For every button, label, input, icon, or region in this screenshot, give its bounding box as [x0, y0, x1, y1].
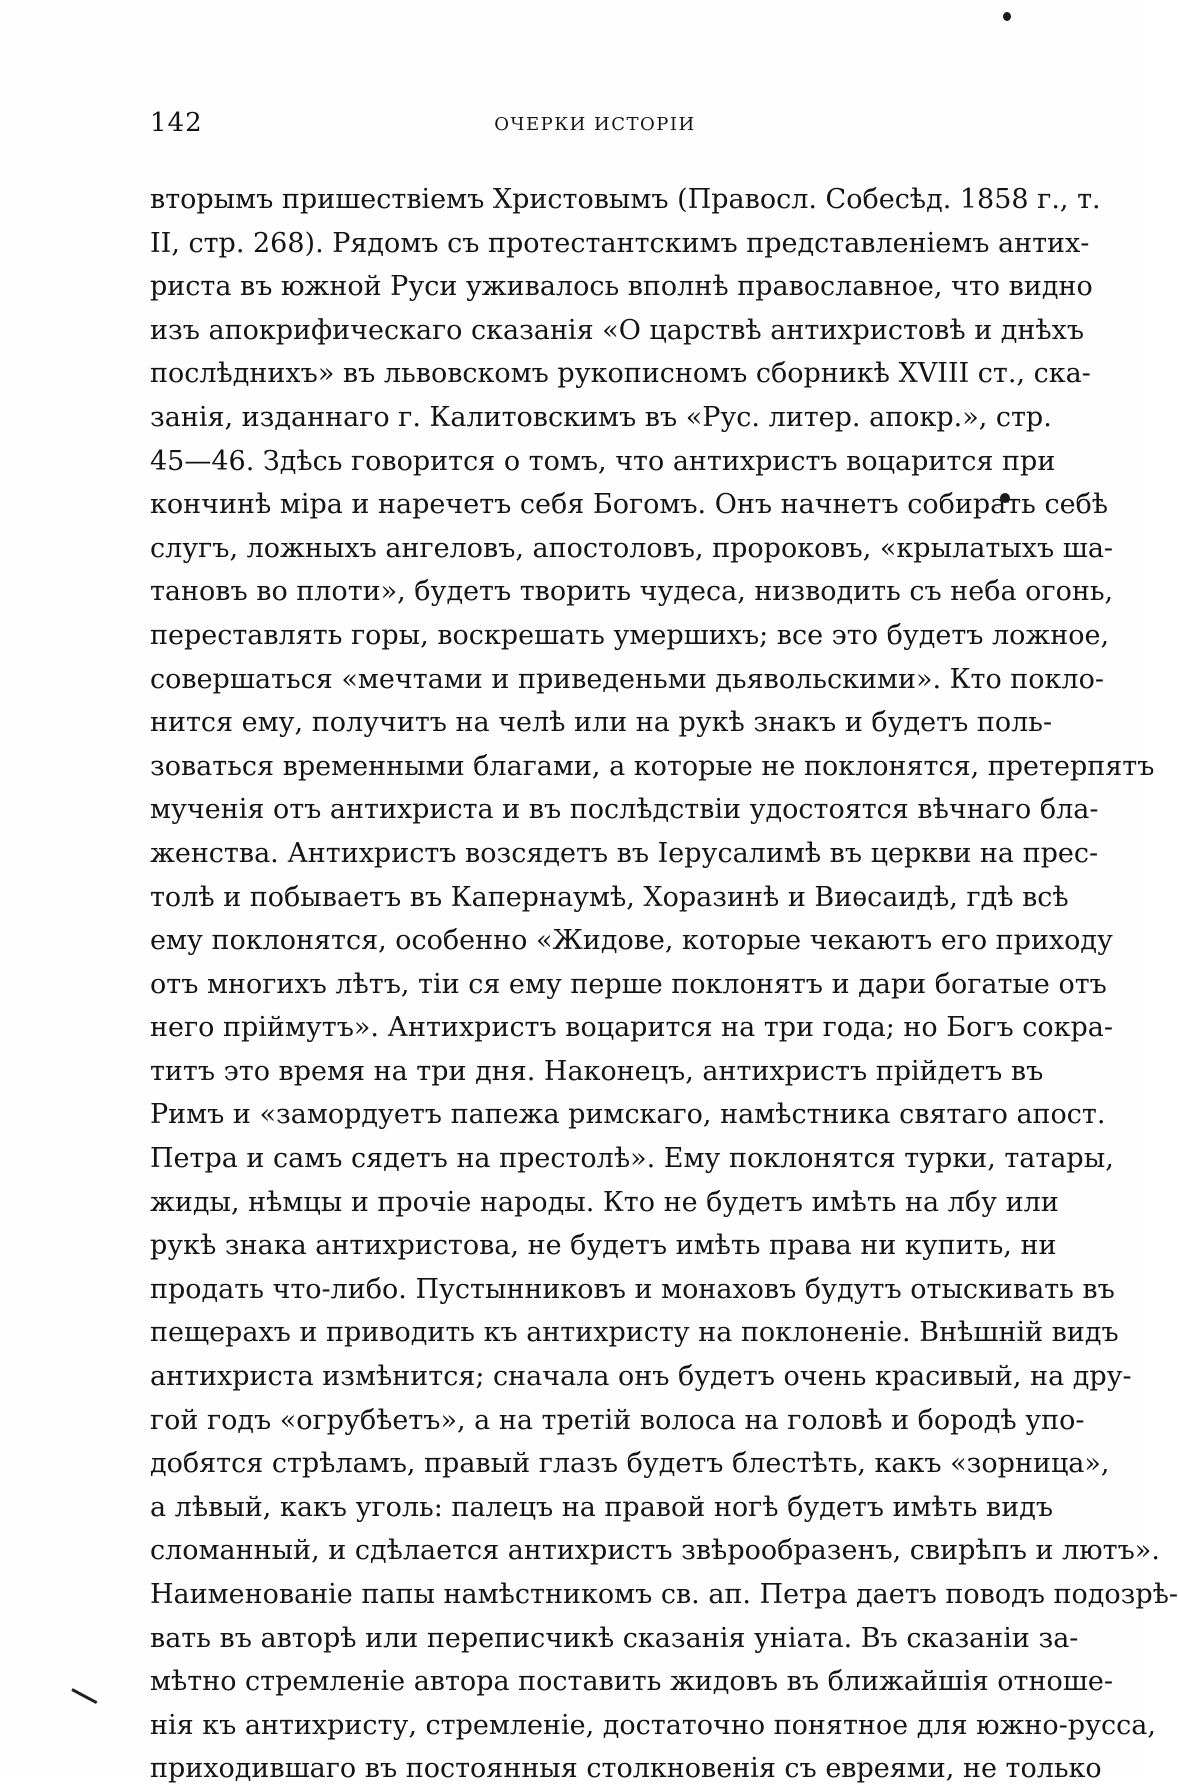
text-line: антихриста измѣнится; сначала онъ будетъ очень красивый, на дру- — [150, 1361, 1132, 1393]
text-line: 45—46. Здѣсь говорится о томъ, что антихристъ воцарится при — [150, 445, 1056, 477]
text-line: жиды, нѣмцы и прочіе народы. Кто не будетъ имѣть на лбу или — [150, 1186, 1059, 1218]
text-line: мѣтно стремленіе автора поставить жидовъ въ ближайшія отноше- — [150, 1666, 1113, 1698]
text-line: совершаться «мечтами и приведеньми дьявольскими». Кто покло- — [150, 663, 1104, 695]
text-line: риста въ южной Руси уживалось вполнѣ православное, что видно — [150, 271, 1093, 303]
page-number: 142 — [150, 108, 203, 138]
text-line: Наименованіе папы намѣстникомъ св. ап. Петра даетъ поводъ подозрѣ- — [150, 1579, 1178, 1610]
text-line: вторымъ пришествіемъ Христовымъ (Правосл. Собесѣд. 1858 г., т. — [150, 184, 1101, 215]
text-line: толѣ и побываетъ въ Капернаумѣ, Хоразинѣ и Виѳсаидѣ, гдѣ всѣ — [150, 881, 1069, 913]
margin-mark — [71, 1688, 97, 1704]
page-header — [150, 108, 1040, 148]
text-line: послѣднихъ» въ львовскомъ рукописномъ сборникѣ XVIII ст., ска- — [150, 358, 1091, 390]
text-line: Петра и самъ сядетъ на престолѣ». Ему поклонятся турки, татары, — [150, 1143, 1114, 1175]
text-line: изъ апокрифическаго сказанія «О царствѣ антихристовѣ и днѣхъ — [150, 314, 1085, 346]
text-line: II, стр. 268). Рядомъ съ протестантскимъ представленіемъ антих- — [150, 227, 1090, 259]
text-line: Римъ и «замордуетъ папежа римскаго, намѣстника святаго апост. — [150, 1099, 1106, 1131]
body-text — [150, 178, 1178, 1791]
text-line: гой годъ «огрубѣетъ», а на третій волоса на головѣ и бородѣ упо- — [150, 1404, 1085, 1436]
text-line: ему поклонятся, особенно «Жидове, которые чекаютъ его приходу — [150, 925, 1113, 957]
text-line: а лѣвый, какъ уголь: палецъ на правой ногѣ будетъ имѣть видъ — [150, 1491, 1054, 1523]
text-line: нится ему, получитъ на челѣ или на рукѣ знакъ и будетъ поль- — [150, 707, 1053, 739]
text-line: него пріймутъ». Антихристъ воцарится на три года; но Богъ сокра- — [150, 1012, 1113, 1044]
text-line: отъ многихъ лѣтъ, тіи ся ему перше поклонятъ и дари богатые отъ — [150, 968, 1107, 1000]
text-line: женства. Антихристъ возсядетъ въ Іерусалимѣ въ церкви на прес- — [150, 837, 1099, 869]
text-line: титъ это время на три дня. Наконецъ, антихристъ прійдетъ въ — [150, 1055, 1044, 1087]
text-line: слугъ, ложныхъ ангеловъ, апостоловъ, пророковъ, «крылатыхъ ша- — [150, 532, 1114, 564]
text-line: тановъ во плоти», будетъ творить чудеса, низводить съ неба огонь, — [150, 576, 1114, 608]
text-line: добятся стрѣламъ, правый глазъ будетъ блестѣть, какъ «зорница», — [150, 1448, 1110, 1480]
text-line: продать что-либо. Пустынниковъ и монаховъ будутъ отыскивать въ — [150, 1273, 1115, 1305]
ink-speck — [1003, 12, 1011, 21]
text-line: зоваться временными благами, а которые не поклонятся, претерпятъ — [150, 750, 1155, 782]
text-line: занія, изданнаго г. Калитовскимъ въ «Рус. литер. апокр.», стр. — [150, 401, 1052, 433]
text-line: кончинѣ міра и наречетъ себя Богомъ. Онъ начнетъ собирать себѣ — [150, 489, 1109, 521]
running-title: ОЧЕРКИ ИСТОРІИ — [494, 114, 696, 135]
text-line: пещерахъ и приводить къ антихристу на поклоненіе. Внѣшній видъ — [150, 1317, 1119, 1349]
text-line: сломанный, и сдѣлается антихристъ звѣрообразенъ, свирѣпъ и лютъ». — [150, 1535, 1160, 1567]
text-line: нія къ антихристу, стремленіе, достаточно понятное для южно-русса, — [150, 1709, 1156, 1741]
text-line: вать въ авторѣ или переписчикѣ сказанія уніата. Въ сказаніи за- — [150, 1622, 1079, 1654]
text-line: рукѣ знака антихристова, не будетъ имѣть права ни купить, ни — [150, 1230, 1057, 1262]
text-line: мученія отъ антихриста и въ послѣдствіи удостоятся вѣчнаго бла- — [150, 794, 1099, 826]
text-line: переставлять горы, воскрешать умершихъ; все это будетъ ложное, — [150, 619, 1110, 651]
text-line: приходившаго въ постоянныя столкновенія съ евреями, не только — [150, 1753, 1102, 1785]
